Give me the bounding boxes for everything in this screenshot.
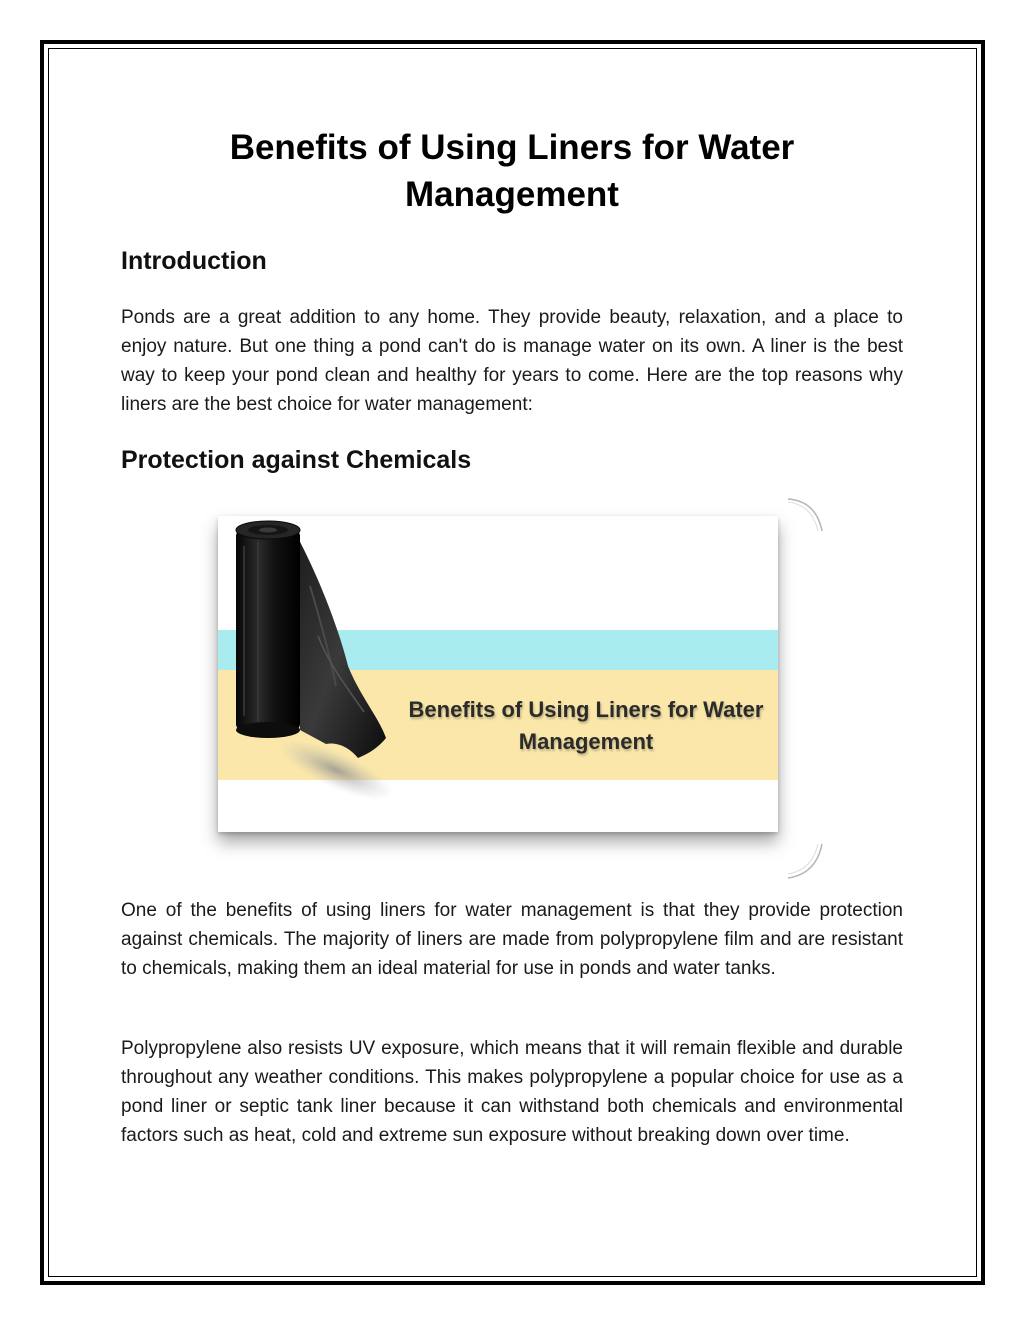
protection-paragraph-1: One of the benefits of using liners for water management is that they provide protection against chemicals. The majority of liners are made from polypropylene film and are resistant to chemicals, making them an ideal material for use in ponds and water tanks. [121, 900, 903, 979]
section-heading-introduction: Introduction [121, 247, 267, 275]
page-title: Benefits of Using Liners for Water Management [229, 128, 795, 214]
black-liner-roll-icon [218, 516, 418, 832]
protection-paragraph-2: Polypropylene also resists UV exposure, which means that it will remain flexible and durable throughout any weather conditions. This makes polypropylene a popular choice for use as a pond liner or septic tank liner because it can withstand both chemicals and environmental factors such as heat, cold and extreme sun exposure without breaking down over time. [121, 1038, 903, 1146]
page-curl-bottom-icon [786, 842, 826, 880]
section-heading-protection: Protection against Chemicals [121, 446, 472, 474]
image-caption: Benefits of Using Liners for Water Management [408, 697, 764, 754]
liner-roll-image [218, 516, 778, 832]
intro-paragraph: Ponds are a great addition to any home. They provide beauty, relaxation, and a place to enjoy nature. But one thing a pond can't do is manage water on its own. A liner is the best way to keep your pond clean and healthy for years to come. Here are the top reasons why liners are the best choice for water management: [121, 307, 903, 415]
page-curl-top-icon [786, 497, 826, 533]
